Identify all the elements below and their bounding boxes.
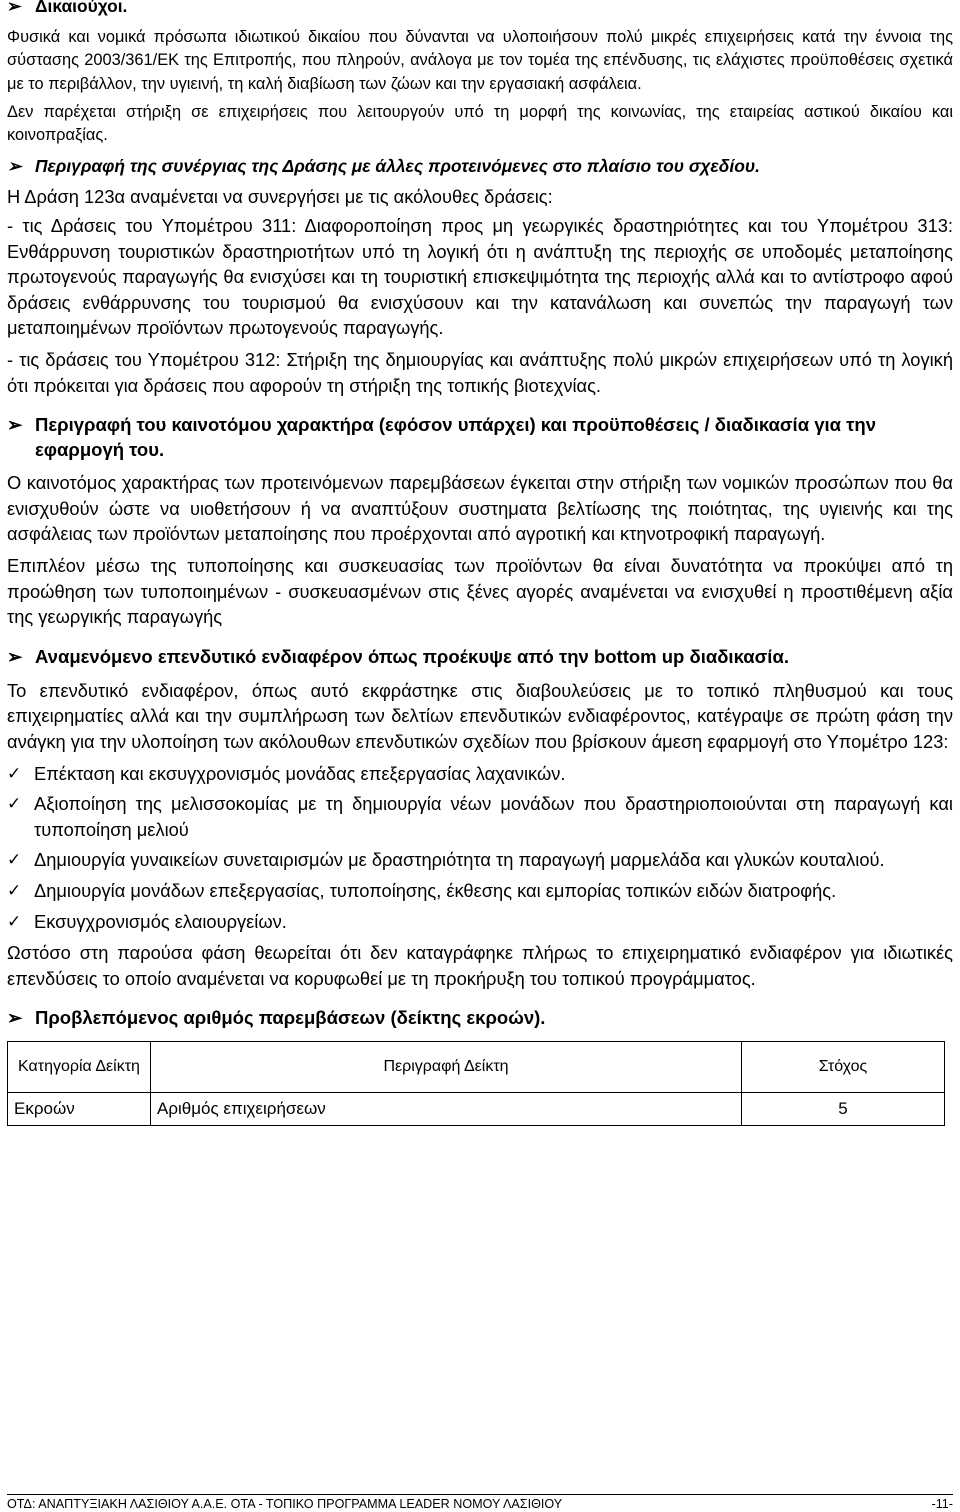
interventions-heading: ➢ Προβλεπόμενος αριθμός παρεμβάσεων (δείκτης εκροών). bbox=[7, 1007, 546, 1029]
table-header-row bbox=[8, 1042, 945, 1093]
page-footer bbox=[7, 1494, 953, 1511]
synergy-heading: ➢ Περιγραφή της συνέργιας της Δράσης με άλλες προτεινόμενες στο πλαίσιο του σχεδίου. bbox=[7, 156, 760, 177]
beneficiaries-exclusion-paragraph: Δεν παρέχεται στήριξη σε επιχειρήσεις που λειτουργούν υπό τη μορφή της κοινωνίας, της εταιρείας αστικού δικαίου και κοινοπραξίας. bbox=[7, 102, 953, 145]
list-item: ✓ Επέκταση και εκσυγχρονισμός μονάδας επεξεργασίας λαχανικών. bbox=[7, 761, 953, 787]
innovation-packaging-paragraph: Επιπλέον μέσω της τυποποίησης και συσκευασίας των προϊόντων θα είναι δυνατότητα να προκύψει από τη προώθηση των τυποποιημένων - συσκευασμένων στις ξένες αγορές αναμένεται να ενισχυθεί η προστιθέμενη αξία της γεωργικής παραγωγής bbox=[7, 555, 953, 628]
arrow-bullet-icon: ➢ bbox=[7, 414, 23, 436]
list-item: ✓ Εκσυγχρονισμός ελαιουργείων. bbox=[7, 909, 953, 935]
page-number: -11- bbox=[931, 1497, 953, 1511]
document-page bbox=[7, 0, 953, 1126]
investment-plans-list bbox=[7, 761, 953, 935]
checkmark-icon: ✓ bbox=[7, 763, 22, 783]
list-item: ✓ Δημιουργία μονάδων επεξεργασίας, τυποποίησης, έκθεσης και εμπορίας τοπικών ειδών διατροφής. bbox=[7, 878, 953, 904]
cell-target: 5 bbox=[742, 1093, 945, 1126]
arrow-bullet-icon: ➢ bbox=[7, 1007, 23, 1029]
checkmark-icon: ✓ bbox=[7, 880, 22, 900]
arrow-bullet-icon: ➢ bbox=[7, 0, 22, 16]
column-header-category: Κατηγορία Δείκτη bbox=[8, 1042, 151, 1093]
column-header-target: Στόχος bbox=[742, 1042, 945, 1093]
checkmark-icon: ✓ bbox=[7, 911, 22, 931]
list-item: ✓ Αξιοποίηση της μελισσοκομίας με τη δημιουργία νέων μονάδων που δραστηριοποιούνται στη παραγωγή και τυποποίηση μελιού bbox=[7, 793, 953, 840]
innovation-heading: ➢ Περιγραφή του καινοτόμου χαρακτήρα (εφόσον υπάρχει) και προϋποθέσεις / διαδικασία για την εφαρμογή του. bbox=[7, 414, 877, 461]
list-item: ✓ Δημιουργία γυναικείων συνεταιρισμών με δραστηριότητα τη παραγωγή μαρμελάδα και γλυκών κουταλιού. bbox=[7, 847, 953, 873]
arrow-bullet-icon: ➢ bbox=[7, 156, 22, 177]
column-header-description: Περιγραφή Δείκτη bbox=[151, 1042, 742, 1093]
beneficiaries-paragraph: Φυσικά και νομικά πρόσωπα ιδιωτικού δικαίου που δύνανται να υλοποιήσουν πολύ μικρές επιχειρήσεις κατά την έννοια της σύστασης 2003/361/ΕΚ της Επιτροπής, που πληρούν, ανάλογα με τον τομέα της επένδυσης, τις ελάχιστες προϋποθέσεις σχετικά με το περιβάλλον, την υγιεινή, τη καλή διαβίωση των ζώων και την εργασιακή ασφάλεια. bbox=[7, 28, 953, 93]
output-indicator-table bbox=[7, 1041, 945, 1126]
checkmark-icon: ✓ bbox=[7, 850, 22, 870]
synergy-measure-311-paragraph: - τις Δράσεις του Υπομέτρου 311: Διαφοροποίηση προς μη γεωργικές δραστηριότητες και του Υπομέτρου 313: Ενθάρρυνση τουριστικών δραστηριοτήτων υπό τη λογική ότι η ανάπτυξη της περιοχής σε υποδομές μεταποίησης πρωτογενούς παραγωγής θα ενισχύσει και τη τουριστική επισκεψιμότητα της περιοχής αλλά και το αντίστροφο αφού δράσεις ενθάρρυνσης του τουρισμού θα ενισχύσουν και την κατανάλωση και συνεπώς την παραγωγή των μεταποιημένων προϊόντων πρωτογενούς παραγωγής. bbox=[7, 215, 953, 339]
arrow-bullet-icon: ➢ bbox=[7, 645, 23, 667]
cell-description: Αριθμός επιχειρήσεων bbox=[151, 1093, 742, 1126]
synergy-intro-paragraph: Η Δράση 123α αναμένεται να συνεργήσει με τις ακόλουθες δράσεις: bbox=[7, 186, 553, 208]
investment-interest-conclusion-paragraph: Ωστόσο στη παρούσα φάση θεωρείται ότι δεν καταγράφηκε πλήρως το επιχειρηματικό ενδιαφέρον για ιδιωτικές επενδύσεις το οποίο αναμένεται να κορυφωθεί με τη προκήρυξη του τοπικού προγράμματος. bbox=[7, 942, 953, 989]
footer-text: ΟΤΔ: ΑΝΑΠΤΥΞΙΑΚΗ ΛΑΣΙΘΙΟΥ Α.Α.Ε. ΟΤΑ - ΤΟΠΙΚΟ ΠΡΟΓΡΑΜΜΑ LEADER ΝΟΜΟΥ ΛΑΣΙΘΙΟΥ bbox=[7, 1497, 563, 1511]
investment-interest-heading: ➢ Αναμενόμενο επενδυτικό ενδιαφέρον όπως προέκυψε από την bottom up διαδικασία. bbox=[7, 645, 789, 667]
table-row bbox=[8, 1093, 945, 1126]
investment-interest-paragraph: Το επενδυτικό ενδιαφέρον, όπως αυτό εκφράστηκε στις διαβουλεύσεις με το τοπικό πληθυσμού και τους επιχειρηματίες αλλά και την συμπλήρωση των δελτίων επενδυτικών ενδιαφέροντος, κατέγραψε σε πρώτη φάση την ανάγκη για την υλοποίηση των ακόλουθων επενδυτικών σχεδίων που βρίσκουν άμεση εφαρμογή στο Υπομέτρο 123: bbox=[7, 679, 953, 752]
innovation-paragraph: Ο καινοτόμος χαρακτήρας των προτεινόμενων παρεμβάσεων έγκειται στην στήριξη των νομικών προσώπων που θα ενισχυθούν ώστε να υιοθετήσουν ή να αναπτύξουν συστηματα βελτίωσης της ποιότητας, της υγιεινής και της ασφάλειας των προϊόντων μεταποίησης που προέρχονται από αγροτική και κτηνοτροφική παραγωγή. bbox=[7, 472, 953, 545]
checkmark-icon: ✓ bbox=[7, 794, 22, 814]
cell-category: Εκροών bbox=[8, 1093, 151, 1126]
synergy-measure-312-paragraph: - τις δράσεις του Υπομέτρου 312: Στήριξη της δημιουργίας και ανάπτυξης πολύ μικρών επιχειρήσεων υπό τη λογική ότι πρόκειται για δράσεις που αφορούν τη στήριξη της τοπικής βιοτεχνίας. bbox=[7, 349, 953, 396]
beneficiaries-heading: ➢ Δικαιούχοι. bbox=[7, 0, 953, 18]
